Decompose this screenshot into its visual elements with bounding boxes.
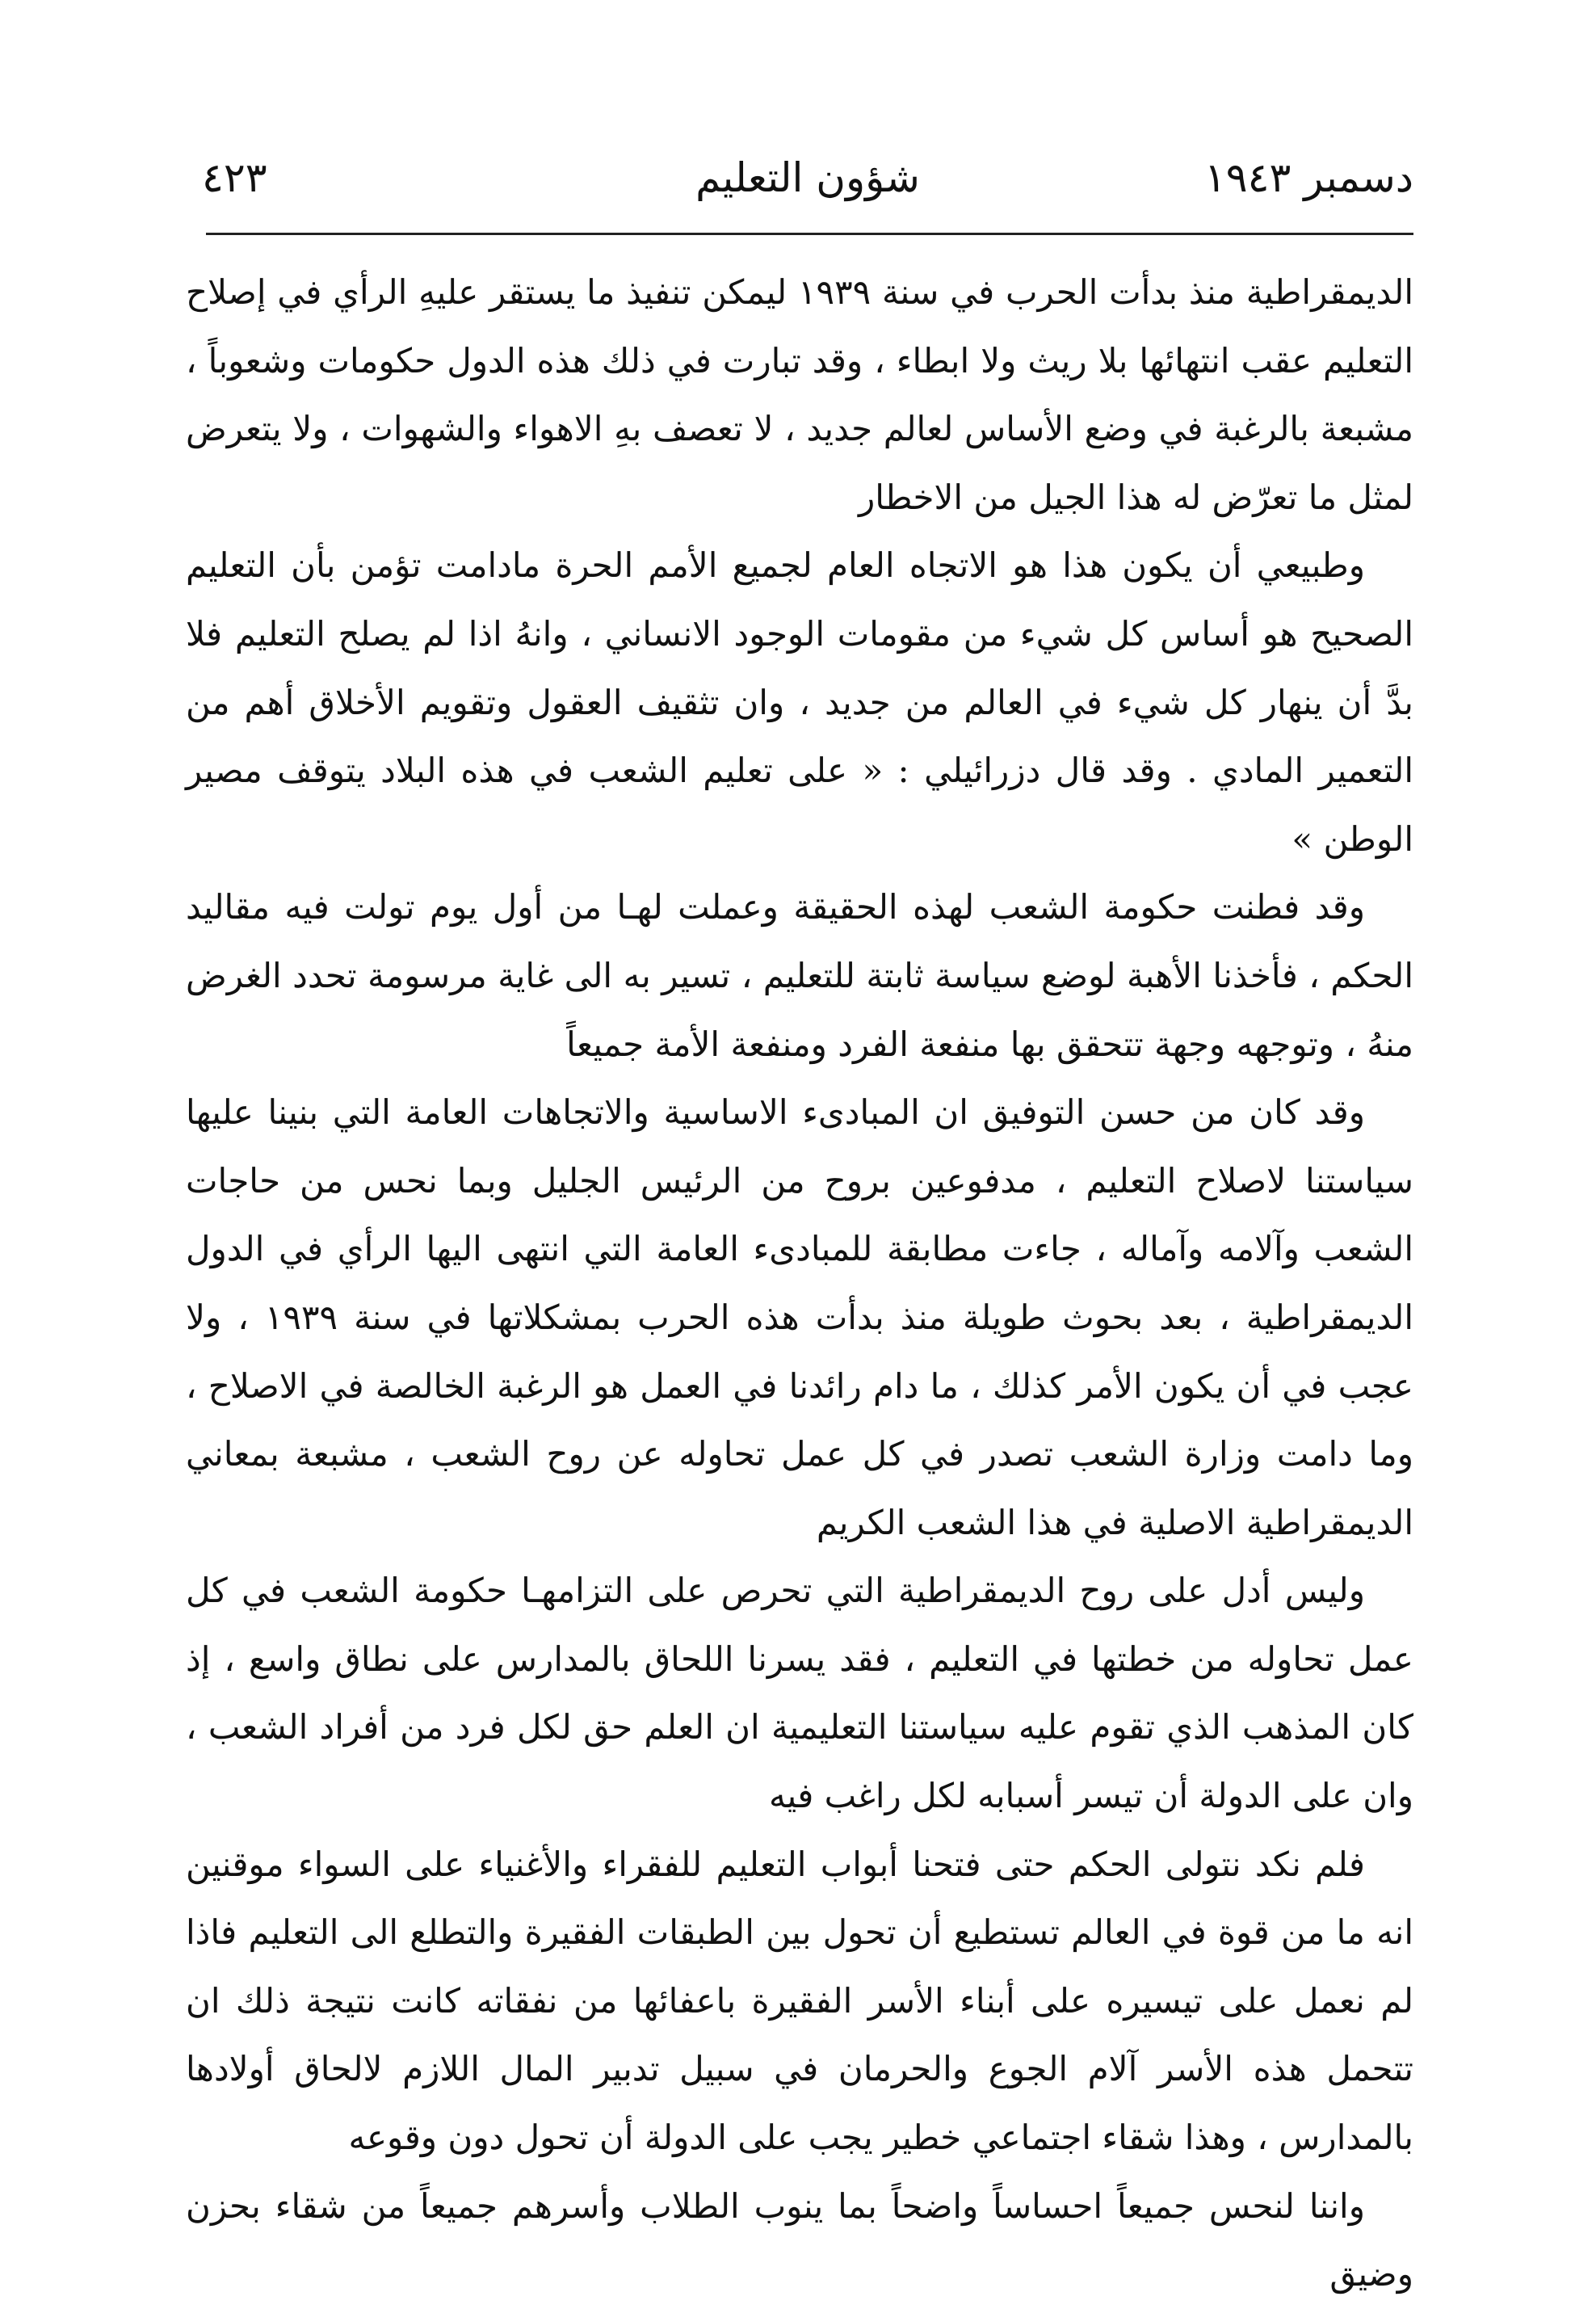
- paragraph-3: وقد فطنت حكومة الشعب لهذه الحقيقة وعملت لهـا من أول يوم تولت فيه مقاليد الحكم ، فأخذنا الأهبة لوضع سياسة ثابتة للتعليم ، تسير به الى غاية مرسومة تحدد الغرض منهُ ، وتوجهه وجهة تتحقق بها منفعة الفرد ومنفعة الأمة جميعاً: [186, 887, 1413, 1064]
- header-divider: [206, 233, 1413, 235]
- paragraph-5: وليس أدل على روح الديمقراطية التي تحرص على التزامهـا حكومة الشعب في كل عمل تحاوله من خطتها في التعليم ، فقد يسرنا اللحاق بالمدارس على نطاق واسع ، إذ كان المذهب الذي تقوم عليه سياستنا التعليمية ان العلم حق لكل فرد من أفراد الشعب ، وان على الدولة أن تيسر أسبابه لكل راغب فيه: [186, 1571, 1413, 1816]
- paragraph-2: وطبيعي أن يكون هذا هو الاتجاه العام لجميع الأمم الحرة مادامت تؤمن بأن التعليم الصحيح هو أساس كل شيء من مقومات الوجود الانساني ، وانهُ اذا لم يصلح التعليم فلا بدَّ أن ينهار كل شيء في العالم من جديد ، وان تثقيف العقول وتقويم الأخلاق أهم من التعمير المادي . وقد قال دزرائيلي : « على تعليم الشعب في هذه البلاد يتوقف مصير الوطن »: [186, 545, 1413, 859]
- page-header: [202, 141, 1413, 230]
- header-date: دسمبر ١٩٤٣: [1203, 154, 1413, 201]
- paragraph-6: فلم نكد نتولى الحكم حتى فتحنا أبواب التعليم للفقراء والأغنياء على السواء موقنين انه ما من قوة في العالم تستطيع أن تحول بين الطبقات الفقيرة والتطلع الى التعليم فاذا لم نعمل على تيسيره على أبناء الأسر الفقيرة باعفائها من نفقاته كانت نتيجة ذلك ان تتحمل هذه الأسر آلام الجوع والحرمان في سبيل تدبير المال اللازم لالحاق أولادها بالمدارس ، وهذا شقاء اجتماعي خطير يجب على الدولة أن تحول دون وقوعه: [186, 1844, 1413, 2158]
- paragraph-4: وقد كان من حسن التوفيق ان المبادىء الاساسية والاتجاهات العامة التي بنينا عليها سياستنا لاصلاح التعليم ، مدفوعين بروح من الرئيس الجليل وبما نحس من حاجات الشعب وآلامه وآماله ، جاءت مطابقة للمبادىء العامة التي انتهى اليها الرأي في الدول الديمقراطية ، بعد بحوث طويلة منذ بدأت هذه الحرب بمشكلاتها في سنة ١٩٣٩ ، ولا عجب في أن يكون الأمر كذلك ، ما دام رائدنا في العمل هو الرغبة الخالصة في الاصلاح ، وما دامت وزارة الشعب تصدر في كل عمل تحاوله عن روح الشعب ، مشبعة بمعاني الديمقراطية الاصلية في هذا الشعب الكريم: [186, 1092, 1413, 1542]
- paragraph-1: الديمقراطية منذ بدأت الحرب في سنة ١٩٣٩ ليمكن تنفيذ ما يستقر عليهِ الرأي في إصلاح التعليم عقب انتهائها بلا ريث ولا ابطاء ، وقد تبارت في ذلك هذه الدول حكومات وشعوباً ، مشبعة بالرغبة في وضع الأساس لعالم جديد ، لا تعصف بهِ الاهواء والشهوات ، ولا يتعرض لمثل ما تعرّض له هذا الجيل من الاخطار: [186, 272, 1413, 517]
- header-journal-title: شؤون التعليم: [695, 154, 920, 201]
- article-body: [186, 259, 1413, 2309]
- paragraph-7: واننا لنحس جميعاً احساساً واضحاً بما ينوب الطلاب وأسرهم جميعاً من شقاء بحزن وضيق: [186, 2185, 1413, 2294]
- header-page-number: ٤٢٣: [202, 154, 267, 201]
